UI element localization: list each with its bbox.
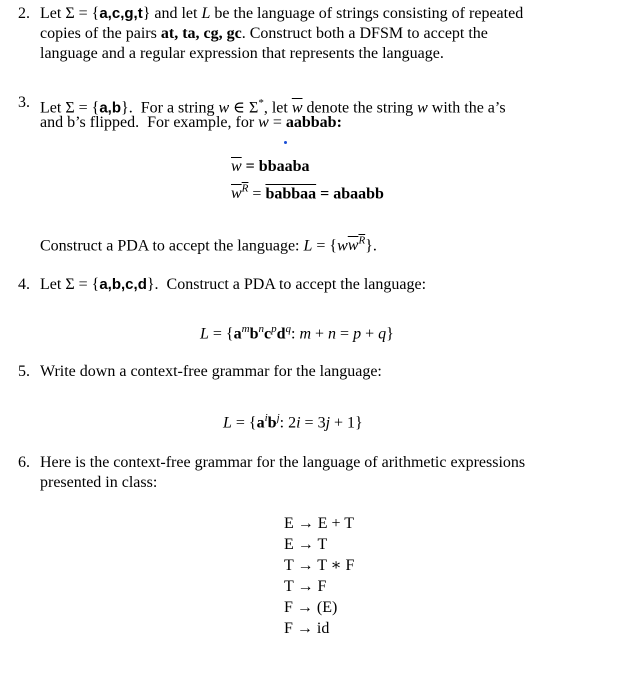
alphabet: a,c,g,t (99, 5, 143, 22)
question-text-line: Write down a context-free grammar for the language: (40, 363, 382, 380)
equation-reverse: $w^R$ = babbaa = abaabb (231, 183, 384, 203)
question-number: 5. (18, 363, 30, 380)
question-text-line: Let Σ = {a,b}. For a string w ∈ Σ*, let $\overline{w}$ denote the string w with the a’s (40, 97, 506, 117)
reverse-value: babbaa (265, 185, 317, 203)
alphabet: a,b (99, 99, 122, 117)
question-number: 4. (18, 276, 30, 293)
w-bar: $\overline{w}$ (231, 158, 242, 175)
question-3 (18, 93, 610, 258)
flipped-value: = bbaaba (245, 158, 310, 175)
question-text-line: Here is the context-free grammar for the language of arithmetic expressions (40, 454, 526, 471)
alphabet: a,b,c,d (99, 276, 147, 293)
question-number: 6. (18, 454, 30, 471)
question-4 (18, 275, 610, 345)
equation-flip (231, 157, 309, 177)
grammar-rule: E → E + T (284, 515, 355, 532)
grammar-rule: T → T ∗ F (284, 557, 355, 574)
question-text-line: language and a regular expression that represents the language. (40, 45, 444, 62)
marker-dot (284, 141, 287, 144)
question-text-line: Let Σ = {a,b,c,d}. Construct a PDA to accept the language: (40, 276, 427, 293)
grammar-rule: F → id (284, 620, 330, 637)
question-text-line: and b’s flipped. For example, for w = aabbab: (40, 114, 342, 131)
question-2 (18, 4, 610, 68)
reverse-result: = abaabb (320, 185, 384, 203)
grammar-rule: T → F (284, 578, 327, 595)
question-6 (18, 453, 610, 653)
grammar-rule: F → (E) (284, 599, 338, 616)
question-5 (18, 362, 610, 432)
language-formula: $L = \{a^mb^nc^pd^q$: m + n = p + q} (200, 323, 394, 343)
language-formula: $L = \{a^ib^j$: 2i = 3j + 1} (223, 412, 363, 432)
question-text-line: presented in class: (40, 474, 158, 491)
grammar-rule: E → T (284, 536, 328, 553)
question-task: Construct a PDA to accept the language: $L = \{ww^R\}$. (40, 235, 377, 255)
question-text-line: copies of the pairs at, ta, cg, gc. Construct both a DFSM to accept the (40, 25, 488, 42)
question-number: 2. (18, 5, 30, 22)
pairs-list: at, ta, cg, gc (160, 25, 242, 42)
w-bar-r: $w^R$ (231, 183, 249, 203)
example-string: aabbab: (285, 114, 342, 131)
question-text-line: Let Σ = {a,c,g,t} and let L be the language of strings consisting of repeated (40, 5, 524, 22)
question-number: 3. (18, 94, 30, 111)
